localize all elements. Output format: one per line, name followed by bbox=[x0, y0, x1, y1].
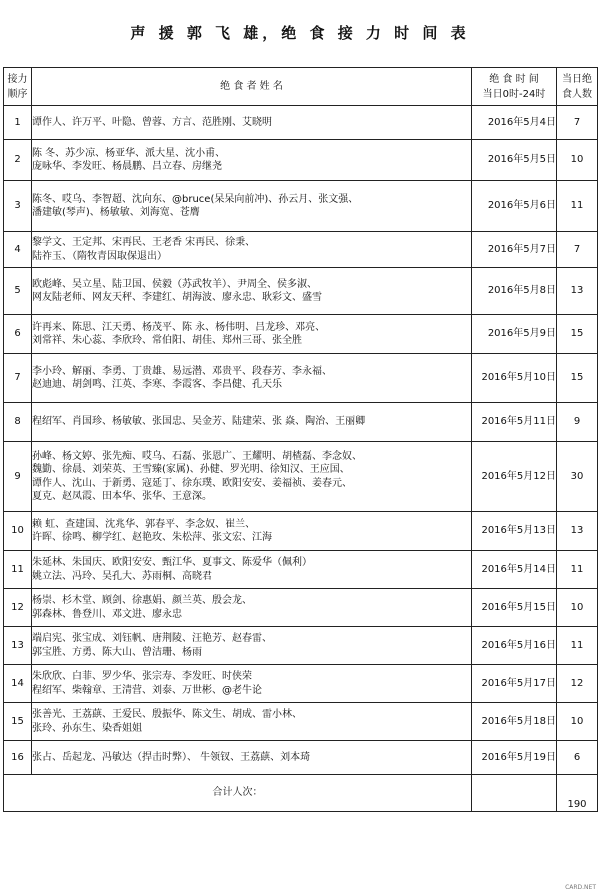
daily-count: 10 bbox=[557, 140, 598, 181]
names-line: 孙峰、杨文婷、张先痴、哎乌、石磊、张恩广、王耀明、胡楂磊、李念奴、 bbox=[32, 450, 362, 462]
names-line: 朱延林、朱国庆、欧阳安安、甄江华、夏事文、陈爱华（佩利） bbox=[32, 557, 312, 568]
names-line: 张善光、王荔蕻、王爱民、殷振华、陈文生、胡成、雷小林、 bbox=[32, 709, 302, 720]
relay-schedule-table bbox=[3, 67, 598, 812]
fast-date: 2016年5月8日 bbox=[472, 268, 557, 315]
daily-count: 13 bbox=[557, 268, 598, 315]
faster-names bbox=[32, 442, 472, 512]
relay-order: 2 bbox=[4, 140, 32, 181]
total-label: 合计人次： bbox=[4, 775, 472, 812]
names-line: 张玲、孙东生、染香姐姐 bbox=[32, 722, 142, 734]
relay-order: 4 bbox=[4, 232, 32, 268]
table-row bbox=[4, 703, 598, 741]
table-row bbox=[4, 627, 598, 665]
faster-names bbox=[32, 627, 472, 665]
relay-order: 9 bbox=[4, 442, 32, 512]
fast-date: 2016年5月10日 bbox=[472, 354, 557, 403]
relay-order: 7 bbox=[4, 354, 32, 403]
fast-date: 2016年5月5日 bbox=[472, 140, 557, 181]
faster-names bbox=[32, 551, 472, 589]
table-row bbox=[4, 551, 598, 589]
names-line: 陆祚玉、（隋牧青因取保退出） bbox=[32, 250, 167, 262]
daily-count: 11 bbox=[557, 627, 598, 665]
table-row bbox=[4, 354, 598, 403]
daily-count: 11 bbox=[557, 551, 598, 589]
faster-names bbox=[32, 315, 472, 354]
table-row bbox=[4, 442, 598, 512]
names-line: 谭作人、沈山、于新勇、寇延丁、徐东璞、欧阳安安、姜福祯、姜春元、 bbox=[32, 477, 352, 489]
faster-names bbox=[32, 703, 472, 741]
names-line: 李小玲、解丽、李勇、丁贵雄、易远潜、邓贵平、段春芳、李永福、 bbox=[32, 365, 332, 377]
names-line: 潘建敏(琴声)、杨敏敏、刘海宽、苍膺 bbox=[32, 207, 200, 218]
fast-date: 2016年5月14日 bbox=[472, 551, 557, 589]
names-line: 欧彪峰、吴立星、陆卫国、侯毅（苏武牧羊）、尹周全、侯多淑、 bbox=[32, 278, 317, 290]
names-line: 许再来、陈思、江天勇、杨茂平、陈 永、杨伟明、吕龙珍、邓亮、 bbox=[32, 321, 326, 333]
daily-count: 10 bbox=[557, 589, 598, 627]
fast-date: 2016年5月4日 bbox=[472, 106, 557, 140]
names-line: 张占、岳起龙、冯敏达（捍击时弊）、 牛领钗、王荔蕻、刘本琦 bbox=[32, 751, 311, 763]
faster-names bbox=[32, 665, 472, 703]
daily-count: 15 bbox=[557, 354, 598, 403]
fast-date: 2016年5月7日 bbox=[472, 232, 557, 268]
relay-order: 11 bbox=[4, 551, 32, 589]
table-row bbox=[4, 268, 598, 315]
daily-count: 9 bbox=[557, 403, 598, 442]
fast-date: 2016年5月19日 bbox=[472, 741, 557, 775]
faster-names bbox=[32, 140, 472, 181]
page-title: 声 援 郭 飞 雄，绝 食 接 力 时 间 表 bbox=[130, 24, 470, 42]
names-line: 姚立法、冯玲、吴孔大、苏雨桐、高晓君 bbox=[32, 570, 212, 582]
header-date: 绝 食 时 间 当日0时-24时 bbox=[472, 68, 557, 106]
table-row bbox=[4, 403, 598, 442]
faster-names bbox=[32, 354, 472, 403]
names-line: 黎学文、王定邦、宋再民、王老香 宋再民、徐秉、 bbox=[32, 237, 256, 248]
names-line: 郭森林、鲁登川、邓文进、廖永忠 bbox=[32, 608, 182, 620]
names-line: 许晖、徐鸣、柳学红、赵艳玫、朱松萍、张文宏、江海 bbox=[32, 532, 272, 543]
relay-order: 12 bbox=[4, 589, 32, 627]
table-row bbox=[4, 665, 598, 703]
relay-order: 16 bbox=[4, 741, 32, 775]
names-line: 魏勤、徐晨、刘荣英、王雪臻(家属)、孙健、罗光明、徐知汉、王应国、 bbox=[32, 464, 350, 475]
daily-count: 7 bbox=[557, 106, 598, 140]
names-line: 夏克、赵凤霞、田本华、张华、王意深。 bbox=[32, 491, 212, 502]
relay-order: 1 bbox=[4, 106, 32, 140]
daily-count: 30 bbox=[557, 442, 598, 512]
names-line: 刘常祥、朱心蕊、李欣玲、常伯阳、胡佳、郑州三哥、张全胜 bbox=[32, 335, 302, 346]
fast-date: 2016年5月15日 bbox=[472, 589, 557, 627]
faster-names bbox=[32, 589, 472, 627]
table-row bbox=[4, 140, 598, 181]
names-line: 程绍军、柴翰章、王清营、刘泰、万世彬、@老牛论 bbox=[32, 684, 262, 696]
names-line: 程绍军、肖国珍、杨敏敏、张国忠、吴金芳、陆建荣、张 焱、陶治、王丽卿 bbox=[32, 416, 366, 428]
faster-names bbox=[32, 403, 472, 442]
table-row bbox=[4, 741, 598, 775]
faster-names bbox=[32, 268, 472, 315]
header-names: 绝 食 者 姓 名 bbox=[32, 68, 472, 106]
fast-date: 2016年5月9日 bbox=[472, 315, 557, 354]
names-line: 陈 冬、苏少凉、杨亚华、派大星、沈小甫、 bbox=[32, 147, 226, 159]
fast-date: 2016年5月16日 bbox=[472, 627, 557, 665]
total-row bbox=[4, 775, 598, 812]
relay-order: 8 bbox=[4, 403, 32, 442]
relay-order: 14 bbox=[4, 665, 32, 703]
daily-count: 10 bbox=[557, 703, 598, 741]
table-row bbox=[4, 106, 598, 140]
names-line: 赵迪迪、胡剑鸣、江英、李寒、李霞客、李昌健、孔天乐 bbox=[32, 379, 282, 390]
header-count: 当日绝 食人数 bbox=[557, 68, 598, 106]
relay-order: 5 bbox=[4, 268, 32, 315]
relay-order: 6 bbox=[4, 315, 32, 354]
daily-count: 15 bbox=[557, 315, 598, 354]
header-order: 接力 顺序 bbox=[4, 68, 32, 106]
names-line: 庞咏华、李发旺、杨晨鹏、吕立春、房继尧 bbox=[32, 161, 222, 172]
names-line: 陈冬、哎乌、李智超、沈向东、@bruce(呆呆向前冲)、孙云月、张文强、 bbox=[32, 193, 359, 205]
faster-names bbox=[32, 181, 472, 232]
table-row bbox=[4, 181, 598, 232]
watermark: CARD.NET bbox=[565, 884, 596, 891]
fast-date: 2016年5月12日 bbox=[472, 442, 557, 512]
table-row bbox=[4, 315, 598, 354]
fast-date: 2016年5月6日 bbox=[472, 181, 557, 232]
daily-count: 13 bbox=[557, 512, 598, 551]
names-line: 谭作人、许万平、叶隐、曾蓉、方言、范胜刚、艾晓明 bbox=[32, 116, 272, 128]
relay-order: 13 bbox=[4, 627, 32, 665]
names-line: 赖 虹、查建国、沈兆华、郭春平、李念奴、崔兰、 bbox=[32, 518, 256, 530]
table-row bbox=[4, 512, 598, 551]
fast-date: 2016年5月18日 bbox=[472, 703, 557, 741]
names-line: 端启宪、张宝成、刘钰帆、唐荆陵、汪艳芳、赵春雷、 bbox=[32, 633, 272, 644]
table-row bbox=[4, 232, 598, 268]
relay-order: 15 bbox=[4, 703, 32, 741]
faster-names bbox=[32, 741, 472, 775]
daily-count: 6 bbox=[557, 741, 598, 775]
names-line: 杨崇、杉木堂、顾剑、徐惠娟、颜兰英、殷会龙、 bbox=[32, 595, 252, 606]
daily-count: 11 bbox=[557, 181, 598, 232]
total-empty-cell bbox=[472, 775, 557, 812]
faster-names bbox=[32, 106, 472, 140]
total-value: 190 bbox=[557, 775, 598, 812]
daily-count: 12 bbox=[557, 665, 598, 703]
faster-names bbox=[32, 512, 472, 551]
fast-date: 2016年5月17日 bbox=[472, 665, 557, 703]
relay-order: 10 bbox=[4, 512, 32, 551]
faster-names bbox=[32, 232, 472, 268]
fast-date: 2016年5月13日 bbox=[472, 512, 557, 551]
table-row bbox=[4, 589, 598, 627]
daily-count: 7 bbox=[557, 232, 598, 268]
header-row bbox=[4, 68, 598, 106]
names-line: 朱欣欣、白菲、罗少华、张宗寿、李发旺、时侠荣 bbox=[32, 671, 252, 682]
fast-date: 2016年5月11日 bbox=[472, 403, 557, 442]
relay-order: 3 bbox=[4, 181, 32, 232]
names-line: 郭宝胜、方勇、陈大山、曾洁珊、杨雨 bbox=[32, 646, 202, 658]
names-line: 网友陆老师、网友天秤、李建红、胡海波、廖永忠、耿彩文、盛雪 bbox=[32, 292, 322, 303]
